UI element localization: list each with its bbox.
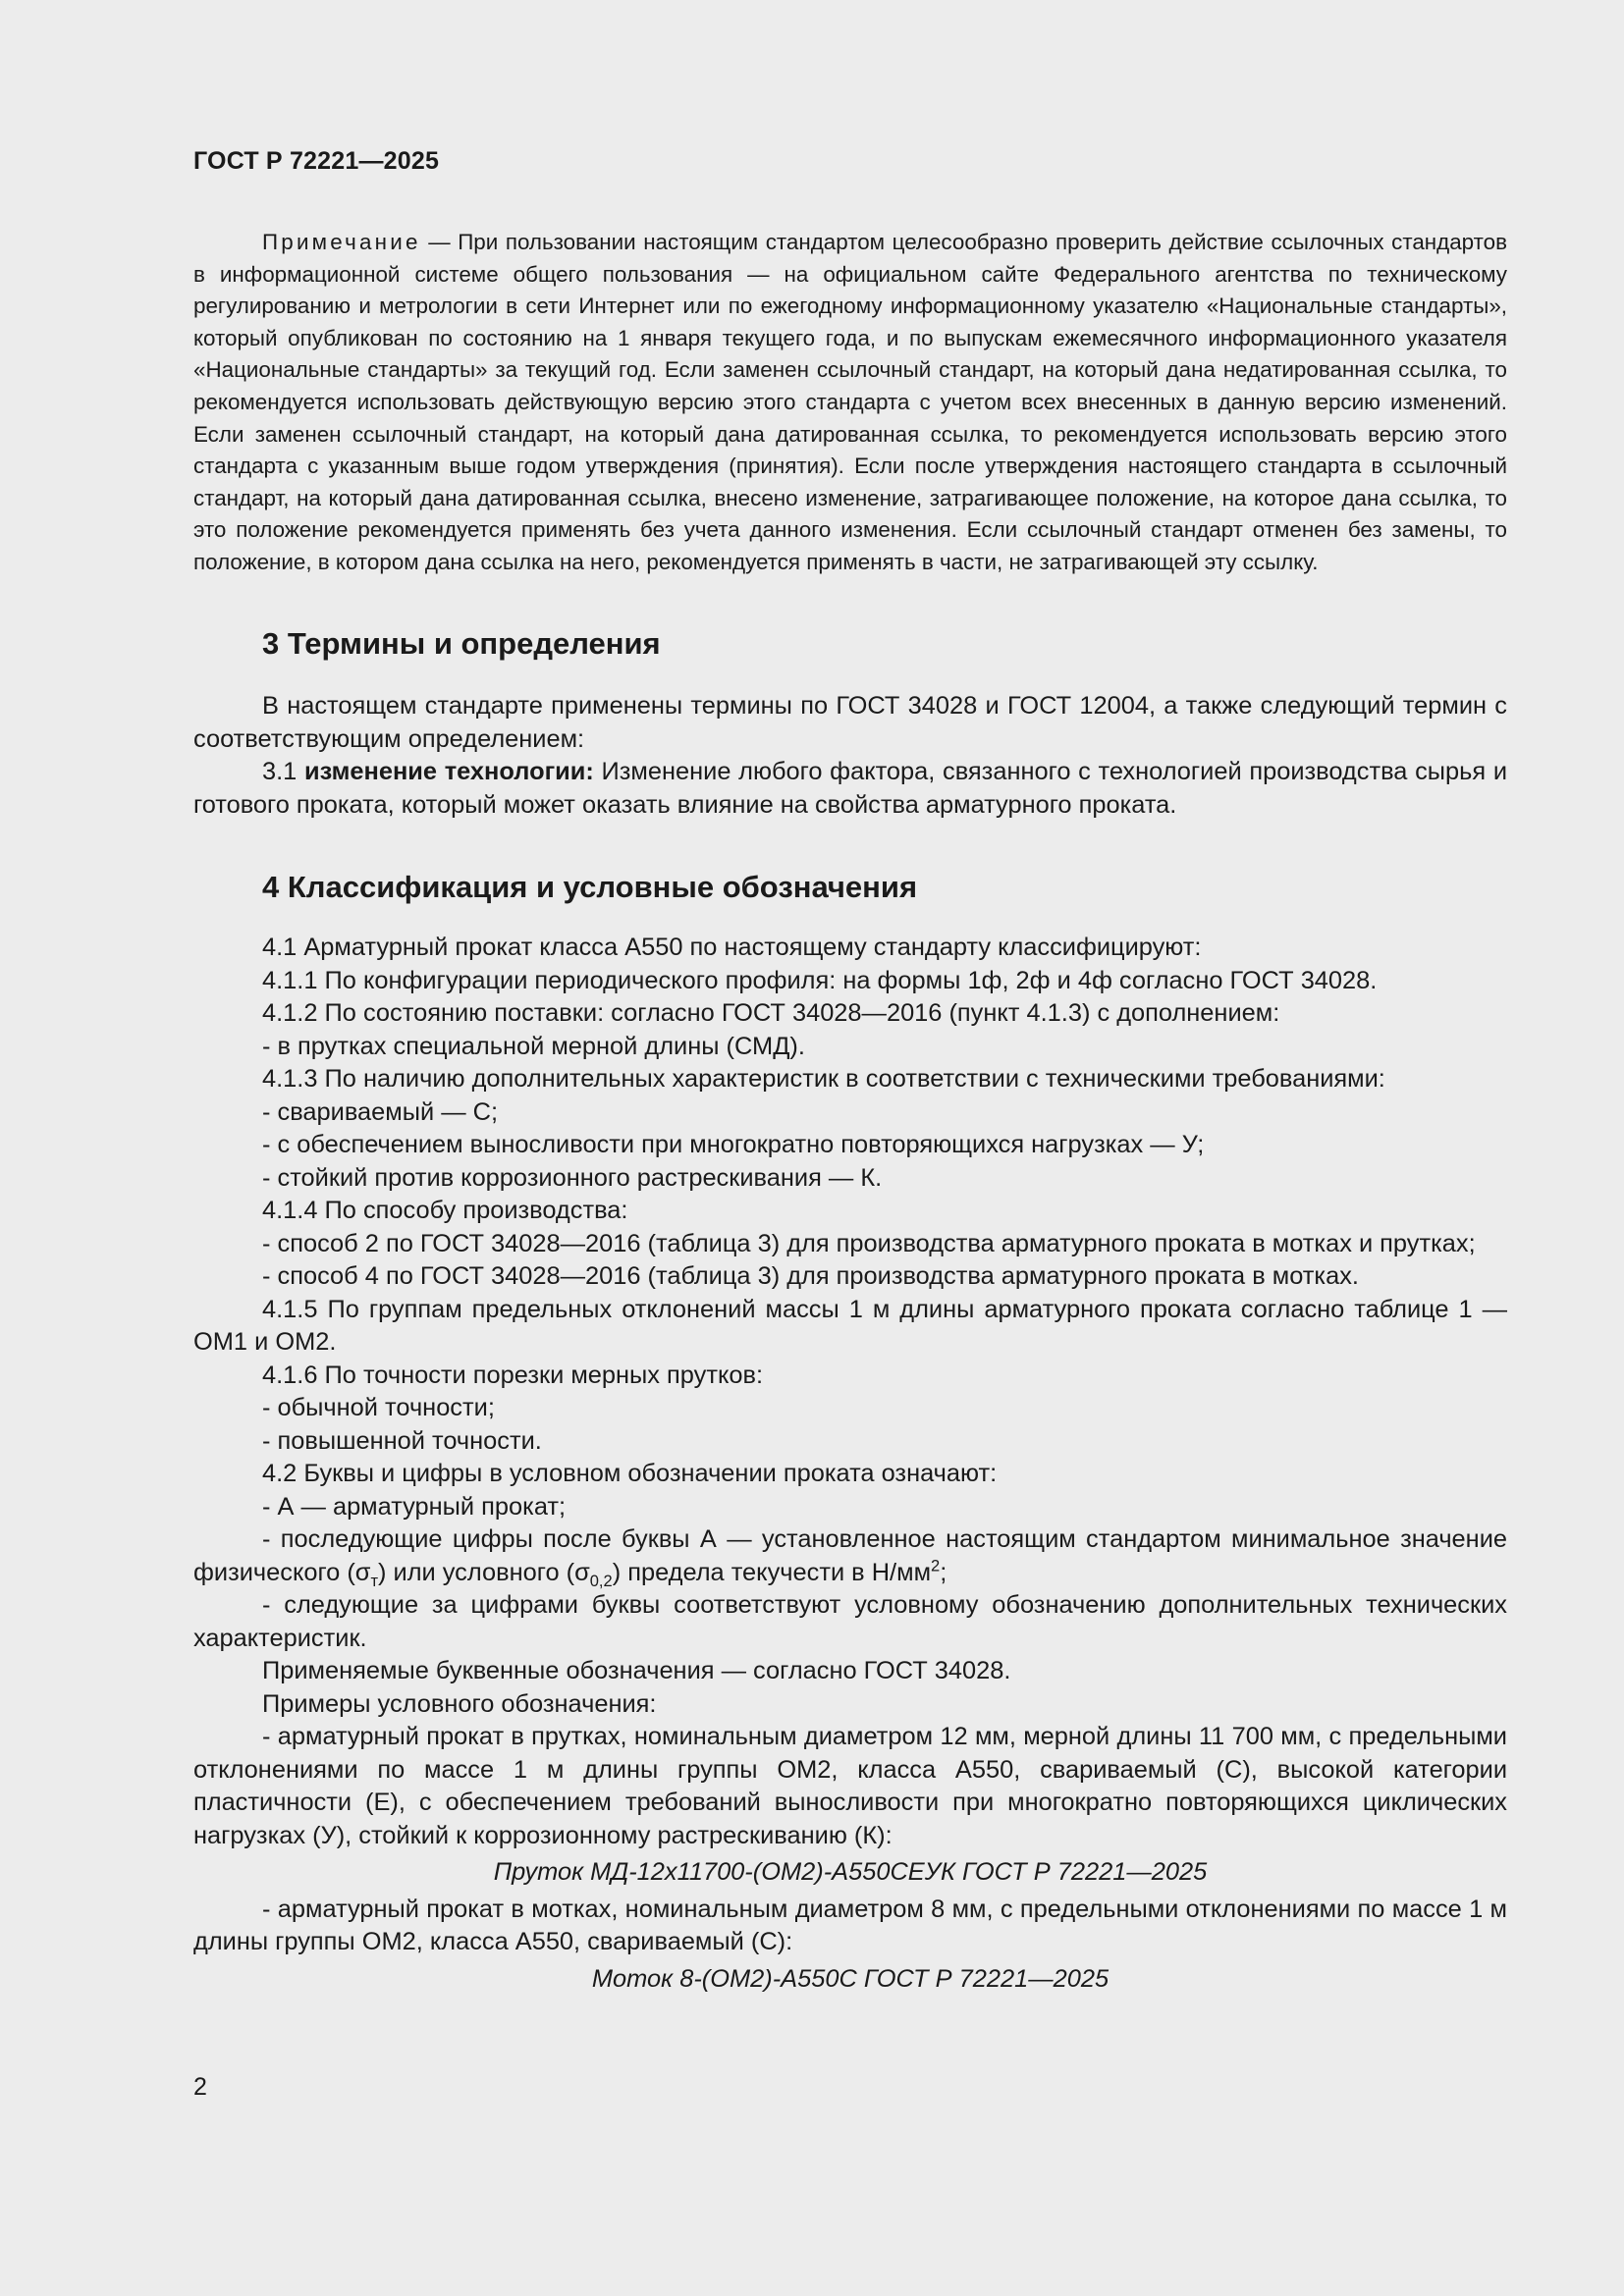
list-item: - повышенной точности. [262, 1426, 542, 1455]
note-text: — При пользовании настоящим стандартом целесообразно проверить действие ссылочных стандартов в информационной системе общего пользования — на официальном сайте Федерального агентства по техническому регулированию и метрологии в сети Интернет или по ежегодному информационному указателю «Национальные стандарты», который опубликован по состоянию на 1 января текущего года, и по выпускам ежемесячного информационного указателя «Национальные стандарты» за текущий год. Если заменен ссылочный стандарт, на который дана недатированная ссылка, то рекомендуется использовать действующую версию этого стандарта с учетом всех внесенных в данную версию изменений. Если заменен ссылочный стандарт, на который дана датированная ссылка, то рекомендуется использовать версию этого стандарта с указанным выше годом утверждения (принятия). Если после утверждения настоящего стандарта в ссылочный стандарт, на который дана датированная ссылка, внесено изменение, затрагивающее положение, на которое дана ссылка, то это положение рекомендуется применять без учета данного изменения. Если ссылочный стандарт отменен без замены, то положение, в котором дана ссылка на него, рекомендуется применять в части, не затрагивающей эту ссылку. [193, 230, 1507, 574]
clause-4-2: 4.2 Буквы и цифры в условном обозначении проката означают: [262, 1460, 998, 1487]
section-4-body [193, 932, 1507, 1996]
list-item: - обычной точности; [262, 1394, 495, 1421]
section-3-intro: В настоящем стандарте применены термины по ГОСТ 34028 и ГОСТ 12004, а также следующий термин с соответствующим определением: [193, 692, 1507, 753]
examples-heading: Примеры условного обозначения: [262, 1689, 657, 1718]
term-number: 3.1 [262, 758, 304, 785]
list-item: - в прутках специальной мерной длины (СМД). [262, 1032, 805, 1060]
letters-paragraph: Применяемые буквенные обозначения — согласно ГОСТ 34028. [262, 1657, 1011, 1684]
list-item: - следующие за цифрами буквы соответствуют условному обозначению дополнительных технических характеристик. [193, 1591, 1507, 1652]
example-1: - арматурный прокат в прутках, номинальным диаметром 12 мм, мерной длины 11 700 мм, с предельными отклонениями по массе 1 м длины группы ОМ2, класса А550, свариваемый (С), высокой категории пластичности (Е), с обеспечением требований выносливости при многократно повторяющихся циклических нагрузках (У), стойкий к коррозионному растрескиванию (К): [193, 1723, 1507, 1849]
clause-4-1-4: 4.1.4 По способу производства: [262, 1197, 628, 1224]
section-3-body [193, 690, 1507, 822]
list-item: - стойкий против коррозионного растрескивания — К. [262, 1163, 883, 1192]
example-2-code: Моток 8-(ОМ2)-А550С ГОСТ Р 72221—2025 [591, 1964, 1110, 1993]
term-3-1 [193, 756, 1507, 822]
list-item-yield-strength [193, 1523, 1507, 1589]
clause-4-1: 4.1 Арматурный прокат класса А550 по настоящему стандарту классифицируют: [262, 934, 1202, 961]
clause-4-1-1: 4.1.1 По конфигурации периодического профиля: на формы 1ф, 2ф и 4ф согласно ГОСТ 34028. [262, 966, 1378, 994]
text-run: ) предела текучести в Н/мм [612, 1558, 932, 1586]
section-3-title: 3 Термины и определения [262, 626, 661, 661]
list-item: - свариваемый — С; [262, 1097, 499, 1126]
example-1-code: Пруток МД-12х11700-(ОМ2)-А550СЕУК ГОСТ Р 72221—2025 [493, 1858, 1208, 1886]
superscript: 2 [931, 1557, 941, 1575]
reference-note [193, 227, 1507, 579]
text-run: - последующие цифры после буквы А — установленное настоящим стандартом минимальное значение физического (σ [193, 1525, 1507, 1586]
term-definition: Изменение любого фактора, связанного с технологией производства сырья и готового проката, который может оказать влияние на свойства арматурного проката. [193, 758, 1508, 819]
subscript: т [370, 1572, 379, 1590]
list-item: - А — арматурный прокат; [262, 1492, 567, 1521]
page-number: 2 [193, 2073, 207, 2101]
text-run: ) или условного (σ [378, 1558, 590, 1586]
clause-4-1-2: 4.1.2 По состоянию поставки: согласно ГОСТ 34028—2016 (пункт 4.1.3) с дополнением: [262, 999, 1280, 1027]
term-name: изменение технологии: [304, 758, 594, 785]
list-item: - с обеспечением выносливости при многократно повторяющихся нагрузках — У; [262, 1131, 1205, 1158]
list-item: - способ 2 по ГОСТ 34028—2016 (таблица 3) для производства арматурного проката в мотках и прутках; [262, 1229, 1476, 1257]
example-2: - арматурный прокат в мотках, номинальным диаметром 8 мм, с предельными отклонениями по массе 1 м длины группы ОМ2, класса А550, свариваемый (С): [193, 1895, 1507, 1955]
note-label: Примечание [262, 230, 421, 254]
list-item: - способ 4 по ГОСТ 34028—2016 (таблица 3) для производства арматурного проката в мотках. [262, 1262, 1359, 1290]
text-run: ; [940, 1558, 947, 1586]
clause-4-1-5: 4.1.5 По группам предельных отклонений массы 1 м длины арматурного проката согласно таблице 1 — ОМ1 и ОМ2. [193, 1295, 1507, 1356]
section-4-title: 4 Классификация и условные обозначения [262, 870, 918, 904]
clause-4-1-6: 4.1.6 По точности порезки мерных прутков: [262, 1361, 764, 1389]
subscript: 0,2 [589, 1572, 613, 1590]
clause-4-1-3: 4.1.3 По наличию дополнительных характеристик в соответствии с техническими требованиями: [262, 1065, 1385, 1093]
document-header: ГОСТ Р 72221—2025 [193, 147, 440, 175]
